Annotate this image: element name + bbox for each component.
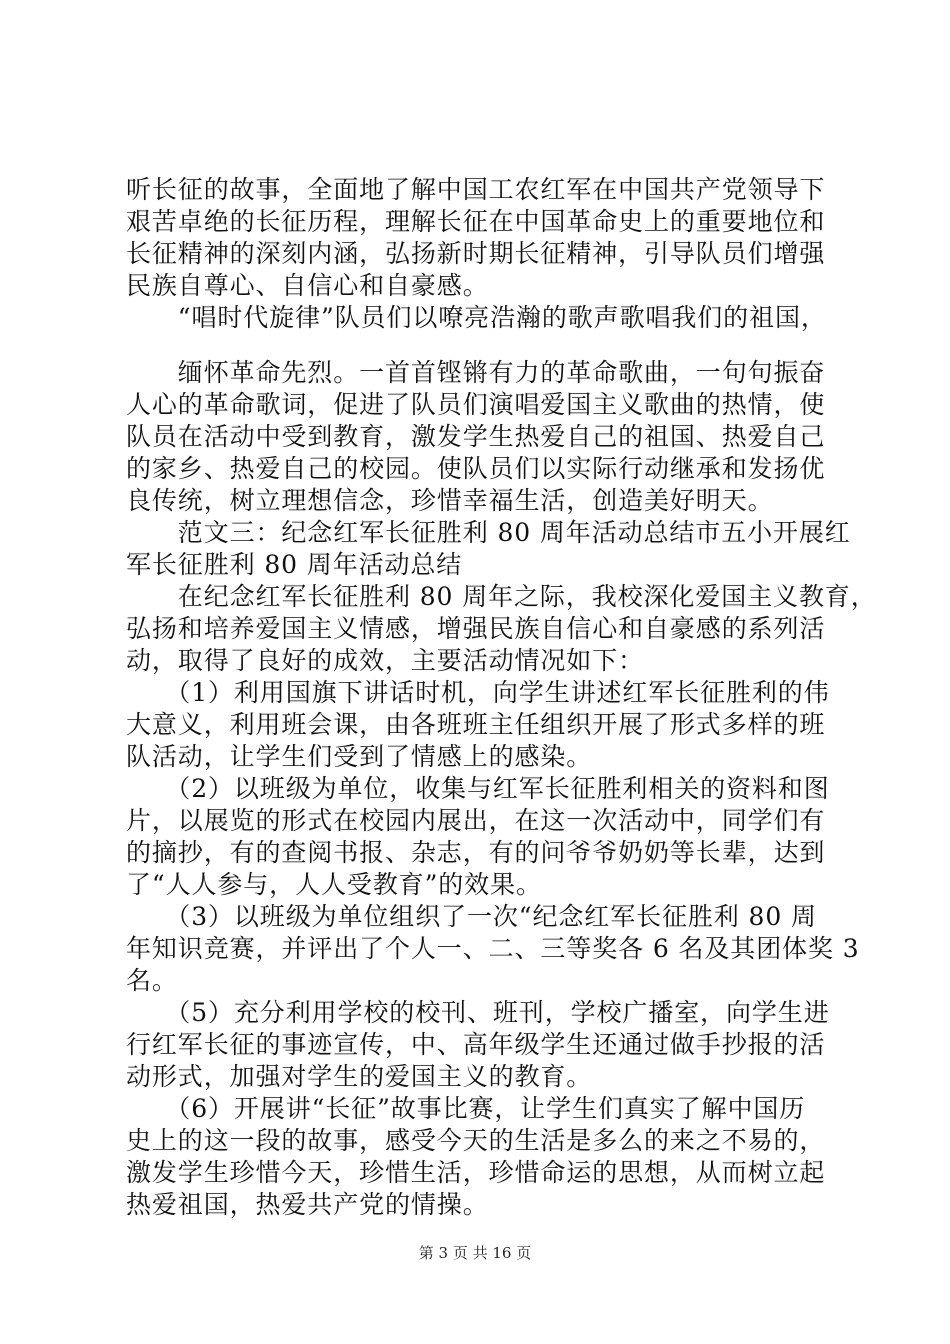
text-line: 的摘抄，有的查阅书报、杂志，有的问爷爷奶奶等长辈，达到 [126, 838, 826, 867]
text-line: （3）以班级为单位组织了一次“纪念红军长征胜利 80 周 [126, 902, 817, 931]
text-line: 人心的革命歌词，促进了队员们演唱爱国主义歌曲的热情，使 [126, 390, 826, 419]
text-line: “唱时代旋律”队员们以嘹亮浩瀚的歌声歌唱我们的祖国， [126, 303, 827, 332]
text-line: 动，取得了良好的成效，主要活动情况如下： [126, 646, 645, 675]
text-line: 弘扬和培养爱国主义情感，增强民族自信心和自豪感的系列活 [126, 614, 826, 643]
text-line: （5）充分利用学校的校刊、班刊，学校广播室，向学生进 [126, 998, 830, 1027]
text-line: 激发学生珍惜今天，珍惜生活，珍惜命运的思想，从而树立起 [126, 1158, 826, 1187]
text-block-main [126, 357, 877, 1221]
text-line: 在纪念红军长征胜利 80 周年之际，我校深化爱国主义教育， [126, 582, 877, 611]
text-line: 史上的这一段的故事，感受今天的生活是多么的来之不易的， [126, 1126, 826, 1155]
text-line: 艰苦卓绝的长征历程，理解长征在中国革命史上的重要地位和 [126, 207, 826, 236]
text-line: 队员在活动中受到教育，激发学生热爱自己的祖国、热爱自己 [126, 422, 826, 451]
text-line: 热爱祖国，热爱共产党的情操。 [126, 1190, 489, 1219]
text-line: 了“人人参与，人人受教育”的效果。 [126, 870, 542, 899]
text-line: 年知识竞赛，并评出了个人一、二、三等奖各 6 名及其团体奖 3 [126, 934, 860, 963]
text-line: 队活动，让学生们受到了情感上的感染。 [126, 742, 593, 771]
text-line: 良传统，树立理想信念，珍惜幸福生活，创造美好明天。 [126, 486, 774, 515]
section-heading: 军长征胜利 80 周年活动总结 [126, 550, 463, 579]
section-heading: 范文三：纪念红军长征胜利 80 周年活动总结市五小开展红 [126, 518, 851, 547]
text-line: 的家乡、热爱自己的校园。使队员们以实际行动继承和发扬优 [126, 454, 826, 483]
text-line: （2）以班级为单位，收集与红军长征胜利相关的资料和图 [126, 774, 830, 803]
text-line: 大意义，利用班会课，由各班班主任组织开展了形式多样的班 [126, 710, 826, 739]
text-line: （1）利用国旗下讲话时机，向学生讲述红军长征胜利的伟 [126, 678, 830, 707]
text-line: 动形式，加强对学生的爱国主义的教育。 [126, 1062, 593, 1091]
text-line: （6）开展讲“长征”故事比赛，让学生们真实了解中国历 [126, 1094, 806, 1123]
text-line: 名。 [126, 966, 178, 995]
text-line: 长征精神的深刻内涵，弘扬新时期长征精神，引导队员们增强 [126, 239, 826, 268]
text-line: 行红军长征的事迹宣传，中、高年级学生还通过做手抄报的活 [126, 1030, 826, 1059]
text-line: 民族自尊心、自信心和自豪感。 [126, 271, 489, 300]
page-number-footer: 第 3 页 共 16 页 [418, 1244, 532, 1262]
text-line: 听长征的故事，全面地了解中国工农红军在中国共产党领导下 [126, 175, 826, 204]
text-line: 缅怀革命先烈。一首首铿锵有力的革命歌曲，一句句振奋 [126, 358, 826, 387]
text-line: 片，以展览的形式在校园内展出，在这一次活动中，同学们有 [126, 806, 826, 835]
text-block-top [126, 174, 826, 334]
